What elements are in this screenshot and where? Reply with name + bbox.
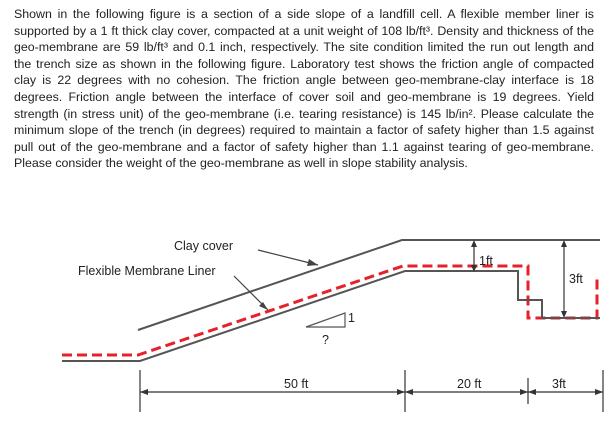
slope-unknown-label: ? [322,333,329,347]
runout-length-label: 20 ft [457,377,482,391]
membrane-liner-label: Flexible Membrane Liner [78,264,216,278]
slope-triangle [306,313,345,327]
slope-dim-arrow-right [397,389,405,395]
slope-rise-label: 1 [348,311,355,325]
runout-dim-arrow-left [405,389,413,395]
slope-dim-arrow-left [140,389,148,395]
clay-cover-arrowhead [307,259,318,266]
cover-thickness-arrow-top [471,240,477,247]
clay-cover-label: Clay cover [174,239,234,253]
slope-length-label: 50 ft [284,377,309,391]
cover-thickness-label: 1ft [479,254,493,268]
runout-dim-arrow-right [520,389,528,395]
trench-depth-label: 3ft [569,272,583,286]
geomembrane-liner [62,266,597,355]
problem-statement: Shown in the following figure is a section of a side slope of a landfill cell. A flexible member liner is supported by a 1 ft thick clay cover, compacted at a unit weight of 108 lb/ft³. Density and thickness of the geo-membrane are 59 lb/ft³ and 0.1 inch, respectively. The site condition limited the run out length and the trench size as shown in the following figure. Laboratory test shows the friction angle of compacted clay is 22 degrees with no cohesion. The friction angle between geo-membrane-clay interface is 18 degrees. Friction angle between the interface of cover soil and geo-membrane is 19 degrees. Yield strength (in stress unit) of the geo-membrane (i.e. tearing resistance) is 145 lb/in². Please calculate the minimum slope of the trench (in degrees) required to maintain a factor of safety higher than 1.5 against pull out of the geo-membrane and a factor of safety higher than 1.1 against tearing of geo-membrane. Please consider the weight of the geo-membrane as well in slope stability analysis. [14,7,594,171]
trench-depth-arrow-top [561,240,567,247]
trench-dim-arrow-left [528,389,536,395]
clay-cover-outline [138,240,600,330]
trench-dim-arrow-right [595,389,603,395]
liner-arrowhead [259,302,268,310]
trench-width-label: 3ft [552,377,566,391]
soil-outline [62,271,600,361]
